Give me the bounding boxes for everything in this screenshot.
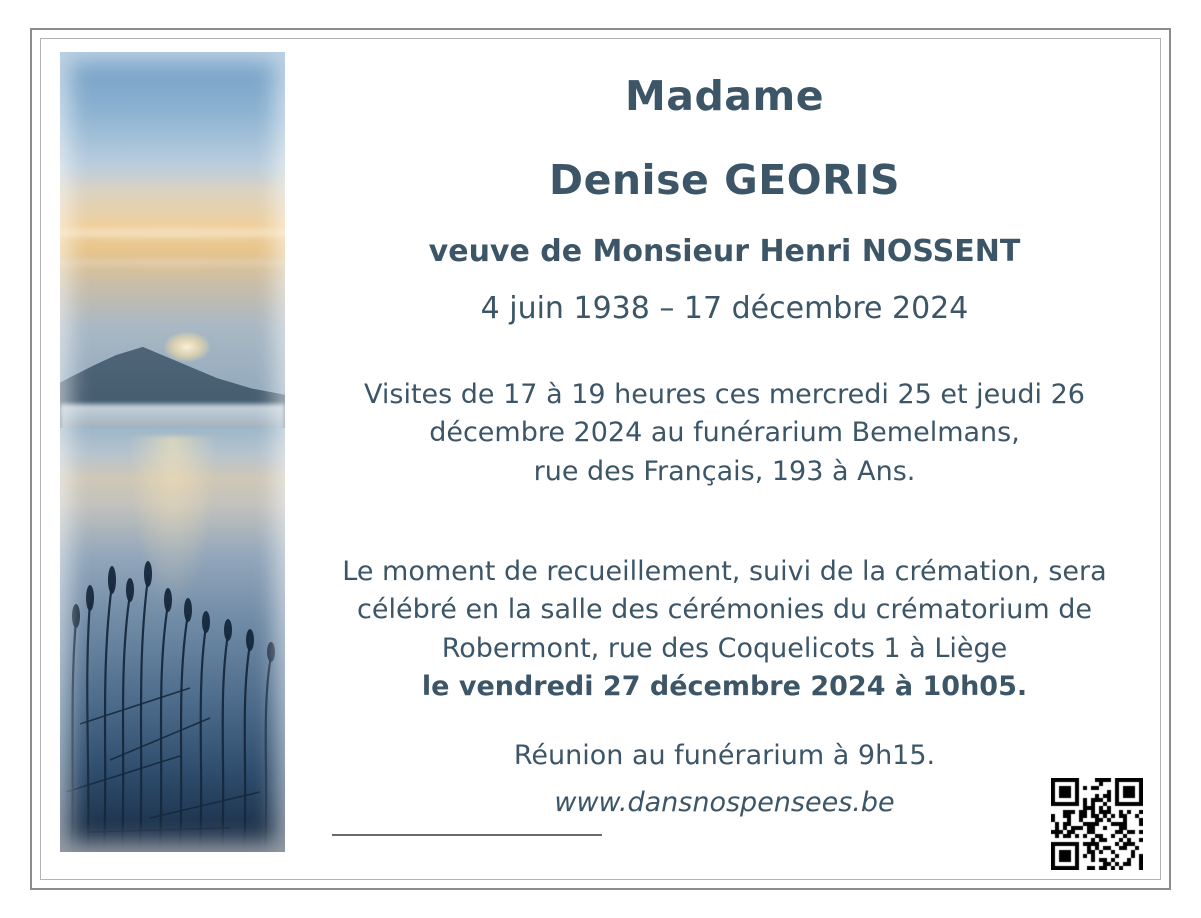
deceased-name: Denise GEORIS (549, 156, 900, 204)
cloud-band-icon (60, 228, 285, 238)
life-dates: 4 juin 1938 – 17 décembre 2024 (480, 291, 969, 326)
visits-line: décembre 2024 au funérarium Bemelmans, (429, 417, 1020, 449)
page-title: Madame (624, 72, 824, 120)
visits-line: rue des Français, 193 à Ans. (533, 455, 916, 487)
memorial-text (302, 56, 1147, 818)
reunion-line: Réunion au funérarium à 9h15. (513, 740, 936, 772)
website-url: www.dansnospensees.be (554, 787, 895, 819)
cloud-band-icon (60, 260, 285, 266)
ceremony-line: Robermont, rue des Coquelicots 1 à Liège (441, 632, 1008, 664)
decorative-rule-left (332, 834, 602, 836)
ceremony-datetime: le vendredi 27 décembre 2024 à 10h05. (421, 670, 1028, 702)
qr-code[interactable] (1051, 778, 1143, 870)
ceremony-paragraph (302, 553, 1147, 706)
spouse-line: veuve de Monsieur Henri NOSSENT (428, 234, 1021, 269)
sun-icon (164, 332, 210, 362)
visits-paragraph (302, 376, 1147, 491)
ceremony-line: Le moment de recueillement, suivi de la crémation, sera (342, 555, 1107, 587)
lake-sunrise-photo (60, 52, 285, 852)
visits-line: Visites de 17 à 19 heures ces mercredi 25 et jeudi 26 (364, 379, 1085, 410)
ceremony-line: célébré en la salle des cérémonies du crématorium de (357, 594, 1092, 626)
memorial-card (30, 28, 1171, 890)
reeds-silhouette (60, 388, 285, 852)
